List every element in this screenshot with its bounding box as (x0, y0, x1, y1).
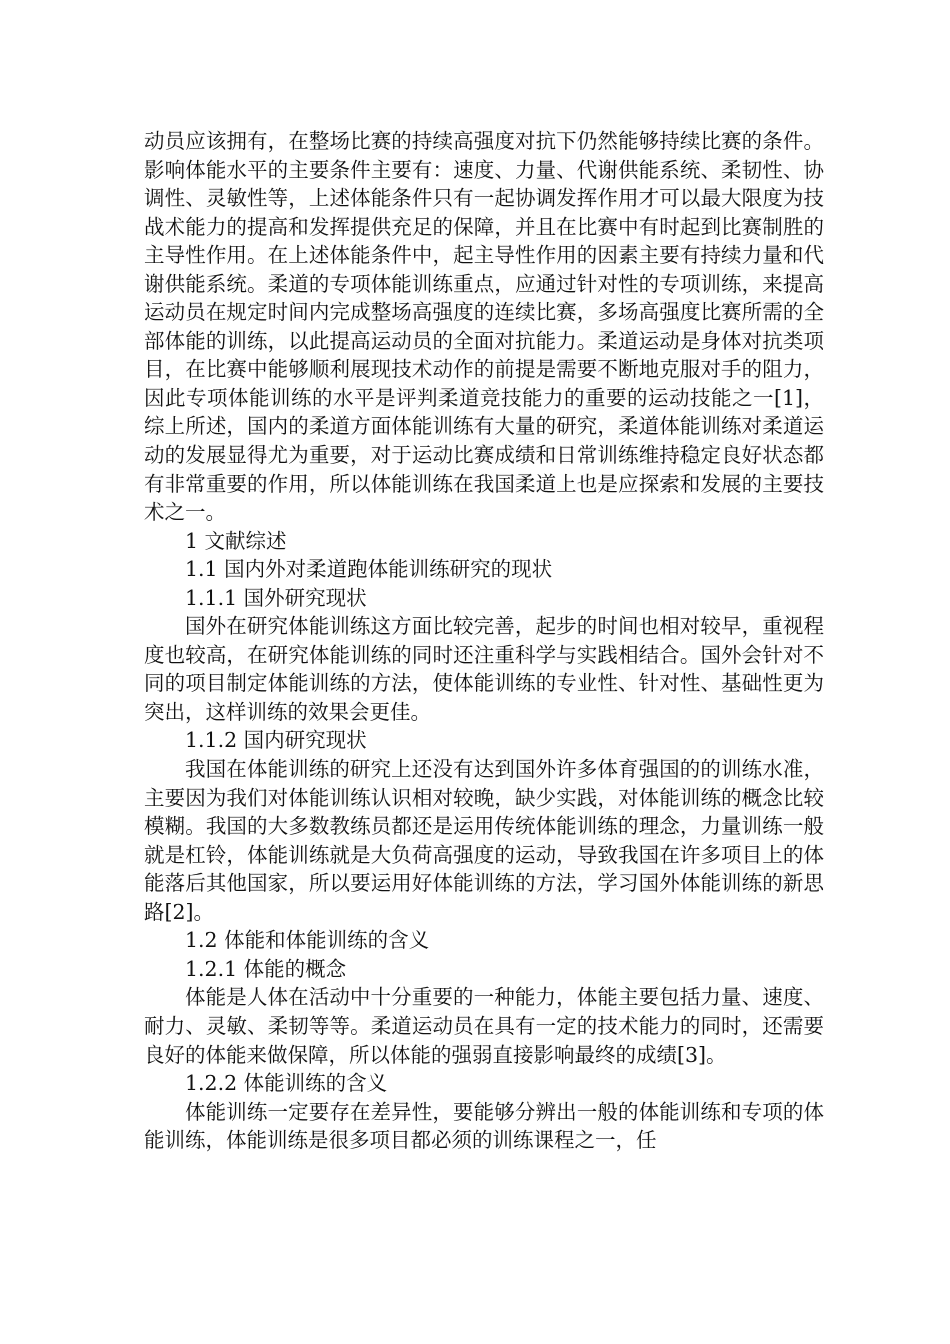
section-heading-1-2: 1.2 体能和体能训练的含义 (185, 928, 430, 953)
document-body (144, 127, 824, 1155)
paragraph-domestic-research: 我国在体能训练的研究上还没有达到国外许多体育强国的的训练水准，主要因为我们对体能训练认识相对较晚，缺少实践，对体能训练的概念比较模糊。我国的大多数教练员都还是运用传统体能训练的理念，力量训练一般就是杠铃，体能训练就是大负荷高强度的运动，导致我国在许多项目上的体能落后其他国家，所以要运用好体能训练的方法，学习国外体能训练的新思路[2]。 (144, 757, 824, 924)
paragraph-foreign-research: 国外在研究体能训练这方面比较完善，起步的时间也相对较早，重视程度也较高，在研究体能训练的同时还注重科学与实践相结合。国外会针对不同的项目制定体能训练的方法，使体能训练的专业性、针对性、基础性更为突出，这样训练的效果会更佳。 (144, 614, 824, 724)
paragraph-continuation: 动员应该拥有，在整场比赛的持续高强度对抗下仍然能够持续比赛的条件。影响体能水平的主要条件主要有：速度、力量、代谢供能系统、柔韧性、协调性、灵敏性等，上述体能条件只有一起协调发挥作用才可以最大限度为技战术能力的提高和发挥提供充足的保障，并且在比赛中有时起到比赛制胜的主导性作用。在上述体能条件中，起主导性作用的因素主要有持续力量和代谢供能系统。柔道的专项体能训练重点，应通过针对性的专项训练，来提高运动员在规定时间内完成整场高强度的连续比赛，多场高强度比赛所需的全部体能的训练，以此提高运动员的全面对抗能力。柔道运动是身体对抗类项目，在比赛中能够顺利展现技术动作的前提是需要不断地克服对手的阻力，因此专项体能训练的水平是评判柔道竞技能力的重要的运动技能之一[1]，综上所述，国内的柔道方面体能训练有大量的研究，柔道体能训练对柔道运动的发展显得尤为重要，对于运动比赛成绩和日常训练维持稳定良好状态都有非常重要的作用，所以体能训练在我国柔道上也是应探索和发展的主要技术之一。 (144, 129, 824, 525)
section-heading-1-1-1: 1.1.1 国外研究现状 (185, 585, 367, 610)
section-heading-1-2-2: 1.2.2 体能训练的含义 (185, 1071, 388, 1096)
section-heading-1: 1 文献综述 (185, 528, 287, 553)
section-heading-1-1-2: 1.1.2 国内研究现状 (185, 728, 367, 753)
paragraph-fitness-training-meaning: 体能训练一定要存在差异性，要能够分辨出一般的体能训练和专项的体能训练，体能训练是很多项目都必须的训练课程之一，任 (144, 1099, 824, 1153)
paragraph-fitness-concept: 体能是人体在活动中十分重要的一种能力，体能主要包括力量、速度、耐力、灵敏、柔韧等等。柔道运动员在具有一定的技术能力的同时，还需要良好的体能来做保障，所以体能的强弱直接影响最终的成绩[3]。 (144, 985, 824, 1067)
section-heading-1-2-1: 1.2.1 体能的概念 (185, 956, 347, 981)
section-heading-1-1: 1.1 国内外对柔道跑体能训练研究的现状 (185, 557, 553, 582)
